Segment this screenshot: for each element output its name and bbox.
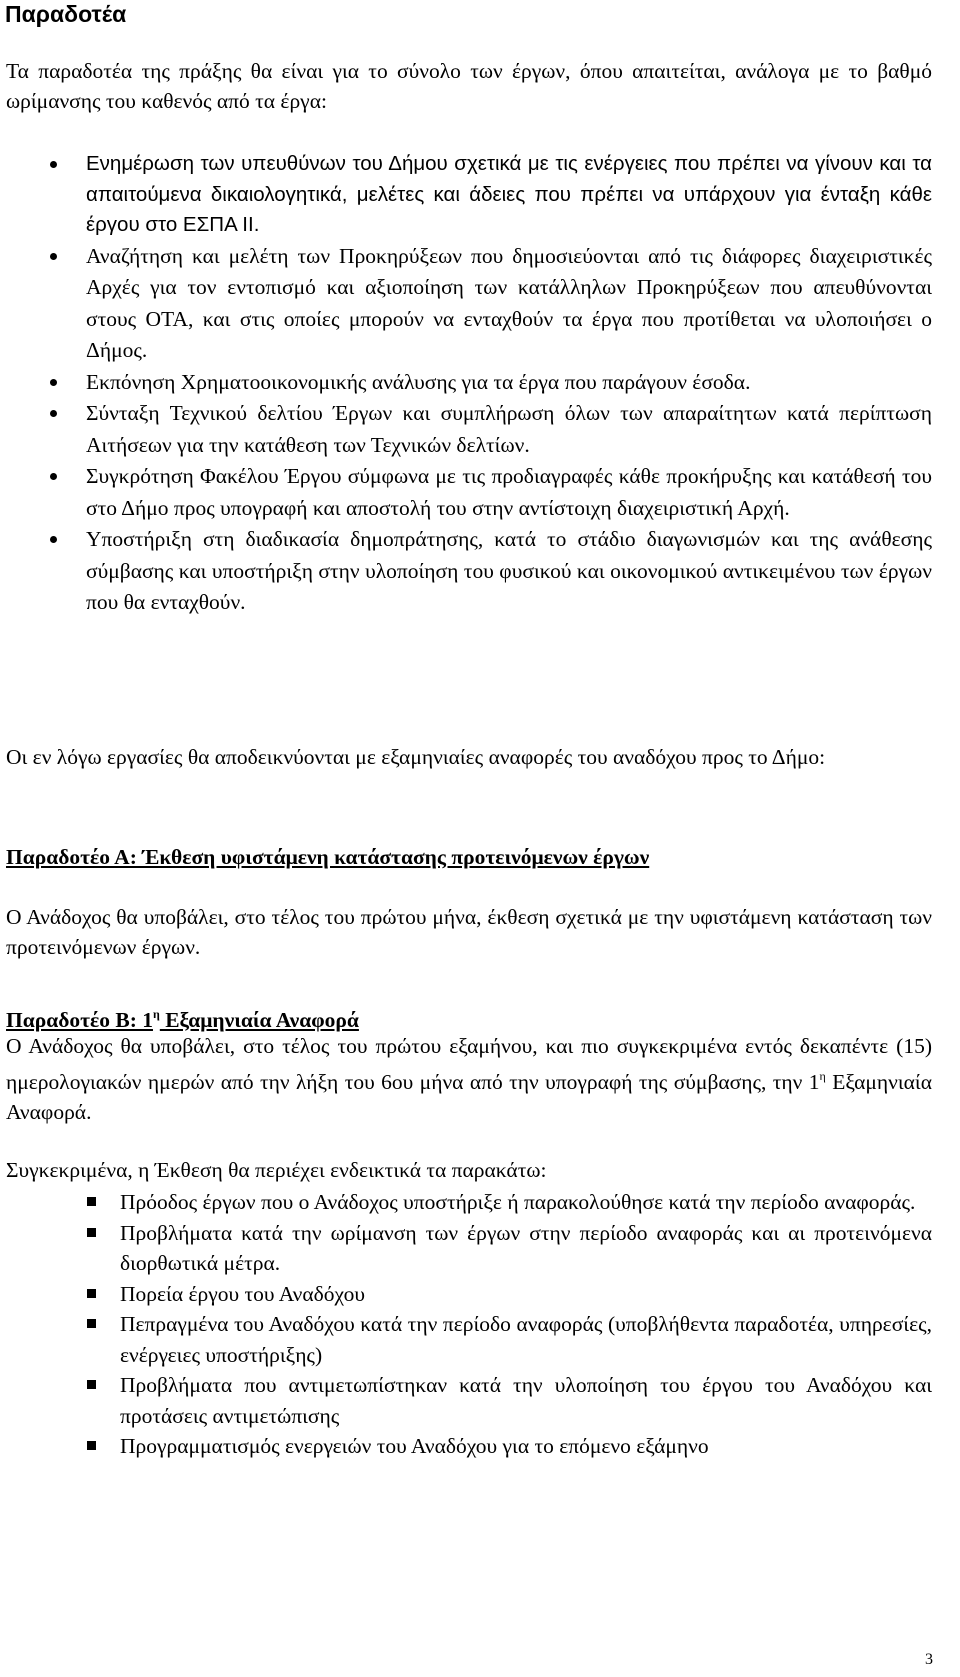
- list-item: Προβλήματα που αντιμετωπίστηκαν κατά την υλοποίηση του έργου του Αναδόχου και προτάσεις αντιμετώπισης: [6, 1370, 932, 1431]
- square-bullet-icon: [87, 1289, 96, 1298]
- list-item: Προβλήματα κατά την ωρίμανση των έργων στην περίοδο αναφοράς και αι προτεινόμενα διορθωτικά μέτρα.: [6, 1218, 932, 1279]
- contents-square-list: [6, 1187, 932, 1462]
- square-bullet-icon: [87, 1228, 96, 1237]
- deliverable-a-text: Ο Ανάδοχος θα υποβάλει, στο τέλος του πρώτου μήνα, έκθεση σχετικά με την υφιστάμενη κατάσταση των προτεινόμενων έργων.: [6, 905, 932, 959]
- square-bullet-icon: [87, 1197, 96, 1206]
- deliverable-b-heading: Παραδοτέο Β: $1^\eta$ Εξαμηνιαία Αναφορά: [6, 1007, 359, 1032]
- contents-intro: Συγκεκριμένα, η Έκθεση θα περιέχει ενδεικτικά τα παρακάτω:: [6, 1158, 547, 1182]
- list-item: Πορεία έργου του Αναδόχου: [6, 1279, 932, 1310]
- list-item: Εκπόνηση Χρηματοοικονομικής ανάλυσης για τα έργα που παράγουν έσοδα.: [6, 367, 932, 399]
- bullet-icon: [50, 410, 57, 417]
- reports-paragraph: Οι εν λόγω εργασίες θα αποδεικνύονται με εξαμηνιαίες αναφορές του αναδόχου προς το Δήμο:: [6, 745, 826, 769]
- list-item: Σύνταξη Τεχνικού δελτίου Έργων και συμπλήρωση όλων των απαραίτητων κατά περίπτωση Αιτήσεων για την κατάθεση των Τεχνικών δελτίων.: [6, 398, 932, 461]
- square-bullet-icon: [87, 1380, 96, 1389]
- list-item: Προγραμματισμός ενεργειών του Αναδόχου για το επόμενο εξάμηνο: [6, 1431, 932, 1462]
- list-item: Συγκρότηση Φακέλου Έργου σύμφωνα με τις προδιαγραφές κάθε προκήρυξης και κατάθεσή του στο Δήμο προς υπογραφή και αποστολή του στην αντίστοιχη διαχειριστική Αρχή.: [6, 461, 932, 524]
- bullet-icon: [50, 536, 57, 543]
- list-item: Αναζήτηση και μελέτη των Προκηρύξεων που δημοσιεύονται από τις διάφορες διαχειριστικές Αρχές για τον εντοπισμό και αξιοποίηση των κατάλληλων Προκηρύξεων που απευθύνονται στους ΟΤΑ, και στις οποίες μπορούν να ενταχθούν τα έργα που προτίθεται να υλοποιήσει ο Δήμος.: [6, 241, 932, 367]
- bullet-icon: [50, 379, 57, 386]
- bullet-icon: [50, 253, 57, 260]
- list-item: Πρόοδος έργων που ο Ανάδοχος υποστήριξε ή παρακολούθησε κατά την περίοδο αναφοράς.: [6, 1187, 932, 1218]
- square-bullet-icon: [87, 1441, 96, 1450]
- square-bullet-icon: [87, 1319, 96, 1328]
- deliverable-b-text: Ο Ανάδοχος θα υποβάλει, στο τέλος του πρώτου εξαμήνου, και πιο συγκεκριμένα εντός δεκαπέντε (15) ημερολογιακών ημερών από την λήξη του 6ου μήνα από την υπογραφή της σύμβασης, την $1^\eta$ Εξαμηνιαία Αναφορά.: [6, 1034, 932, 1124]
- deliverable-a-heading: Παραδοτέο Α: Έκθεση υφιστάμενη κατάστασης προτεινόμενων έργων: [6, 845, 650, 869]
- intro-paragraph: Τα παραδοτέα της πράξης θα είναι για το σύνολο των έργων, όπου απαιτείται, ανάλογα με το βαθμό ωρίμανσης του καθενός από τα έργα:: [6, 59, 932, 113]
- tasks-bullet-list: [6, 149, 932, 619]
- bullet-icon: [50, 473, 57, 480]
- list-item: Ενημέρωση των υπευθύνων του Δήμου σχετικά με τις ενέργειες που πρέπει να γίνουν και τα απαιτούμενα δικαιολογητικά, μελέτες και άδειες που πρέπει να υπάρχουν για ένταξη κάθε έργου στο ΕΣΠΑ ΙΙ.: [6, 149, 932, 241]
- section-title: Παραδοτέα: [5, 1, 127, 27]
- list-item: Πεπραγμένα του Αναδόχου κατά την περίοδο αναφοράς (υποβλήθεντα παραδοτέα, υπηρεσίες, ενέργειες υποστήριξης): [6, 1309, 932, 1370]
- bullet-icon: [50, 161, 57, 168]
- page-number: 3: [925, 1651, 933, 1668]
- list-item: Υποστήριξη στη διαδικασία δημοπράτησης, κατά το στάδιο διαγωνισμών και της ανάθεσης σύμβασης και υποστήριξη στην υλοποίηση του φυσικού και οικονομικού αντικειμένου των έργων που θα ενταχθούν.: [6, 524, 932, 619]
